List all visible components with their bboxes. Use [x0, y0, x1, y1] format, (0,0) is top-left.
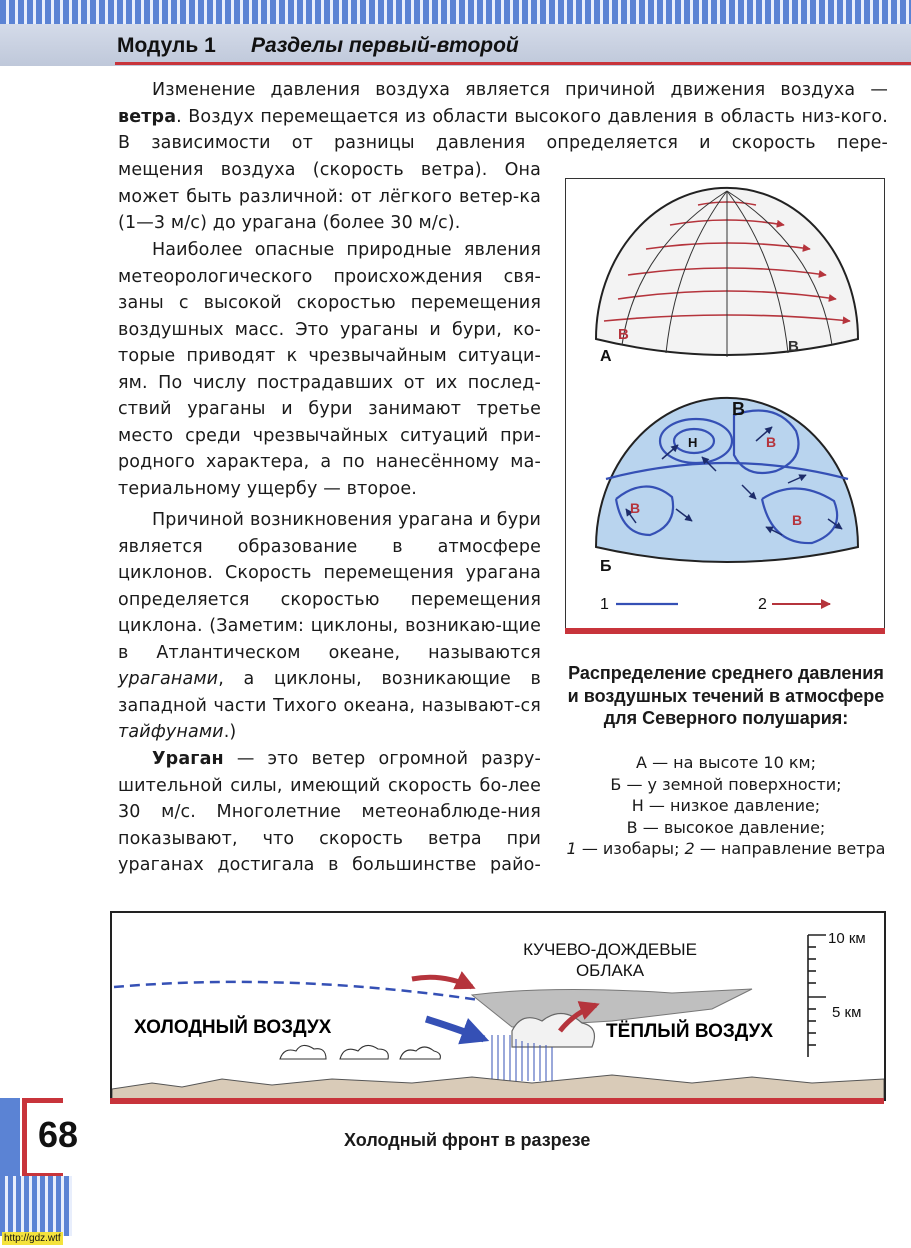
hemisphere-b [596, 398, 858, 575]
caption-line-b: Б — у земной поверхности; [610, 774, 842, 794]
figure-caption-lines [566, 752, 886, 860]
marker-low: Н [688, 435, 698, 450]
hemispheres-svg [566, 179, 884, 631]
marker-high-a2: В [788, 338, 799, 355]
term-hurricane: Ураган [152, 749, 224, 769]
text-span: Причиной возникновения урагана и бури является образование в атмосфере циклонов. Скорость перемещения урагана определяется скоростью перемещения циклона. (Заметим: циклоны, возникаю-щие в Атлантическом океане, называются [118, 510, 541, 663]
text-span: . Воздух перемещается из области высокого давления в область низ-кого. В зависимости от разницы давления определяется и скорость пере- [118, 106, 888, 153]
text-span: Наиболее опасные природные явления метеорологического происхождения свя-заны с высокой скоростью перемещения воздушных масс. Это ураганы и бури, ко-торые приводят к чрезвычайным ситуаци-ям. По числу пострадавших от их послед-ствий ураганы и бури занимают третье место среди чрезвычайных ситуаций при-родного характера, а по нанесённому ма-териальному ущербу — второе. [118, 240, 541, 499]
cold-front-svg [112, 913, 884, 1099]
altitude-10km: 10 км [828, 930, 866, 947]
label-a: А [600, 348, 612, 365]
small-clouds [280, 1045, 440, 1059]
figure-cold-front [110, 911, 886, 1101]
cumulonimbus-label-1: КУЧЕВО-ДОЖДЕВЫЕ [523, 940, 697, 959]
marker-high-a1: В [618, 326, 629, 343]
paragraph-cyclones [118, 507, 541, 746]
legend-isobar-number: 1 [600, 596, 609, 613]
caption-line-v: В — высокое давление; [626, 817, 826, 837]
caption-line-n: Н — низкое давление; [631, 796, 821, 815]
warm-air-arrow-upper [412, 977, 472, 987]
figure-underline [565, 628, 885, 634]
paragraph-wind [118, 77, 888, 157]
hemisphere-a [596, 188, 858, 365]
text-span: , а циклоны, возникающие в западной части Тихого океана, называют-ся [118, 669, 541, 716]
text-span: — направление ветра [694, 839, 886, 858]
paragraph-dangers [118, 237, 541, 502]
label-b: Б [600, 558, 612, 575]
legend-wind-number: 2 [758, 596, 767, 613]
marker-high-b3: В [630, 500, 641, 516]
cold-front-caption: Холодный фронт в разрезе [344, 1130, 591, 1150]
text-span: .) [223, 722, 237, 742]
figure-hemispheres [565, 178, 885, 632]
caption-legend-two: 2 [684, 839, 695, 858]
page-number: 68 [38, 1114, 79, 1155]
watermark-link[interactable]: http://gdz.wtf [4, 1233, 61, 1244]
text-span: Изменение давления воздуха является причиной движения воздуха — [152, 80, 888, 100]
marker-high-b1: В [732, 399, 745, 419]
module-subtitle: Разделы первый-второй [251, 34, 519, 57]
figure-caption-title: Распределение среднего давления и воздушных течений в атмосфере для Северного полушария: [567, 663, 885, 728]
term-wind: ветра [118, 106, 177, 127]
legend [600, 596, 830, 613]
caption-line-a: А — на высоте 10 км; [636, 753, 816, 772]
altitude-scale [808, 935, 826, 1057]
marker-high-b2: В [766, 434, 777, 450]
front-dashed-line [114, 982, 512, 1005]
left-color-band [0, 1098, 20, 1178]
paragraph-hurricane [118, 746, 541, 879]
cold-front-underline [110, 1098, 884, 1104]
text-span: — изобары; [576, 839, 685, 858]
text-span: — это ветер огромной разру-шительной силы, имеющий скорость бо-лее 30 м/с. Многолетние метеонаблюде-ния показывают, что скорость ветра при ураганах достигала в большинстве райо- [118, 749, 541, 875]
cold-air-arrow [426, 1019, 484, 1039]
module-title: Модуль 1 [117, 34, 216, 57]
header-rule [115, 62, 911, 65]
marker-high-b4: В [792, 512, 803, 528]
warm-air-label: ТЁПЛЫЙ ВОЗДУХ [606, 1021, 774, 1042]
cold-air-label: ХОЛОДНЫЙ ВОЗДУХ [134, 1017, 332, 1038]
term-typhoons: тайфунами [118, 722, 224, 742]
caption-line-legend [566, 838, 886, 860]
bottom-decorative-stripes [0, 1176, 72, 1236]
top-decorative-stripe [0, 0, 911, 24]
term-hurricanes: ураганами [118, 669, 219, 689]
caption-legend-one: 1 [566, 839, 577, 858]
cumulonimbus-label-2: ОБЛАКА [575, 961, 645, 980]
altitude-5km: 5 км [832, 1004, 862, 1021]
paragraph-wind-cont: мещения воздуха (скорость ветра). Она может быть различной: от лёгкого ветер-ка (1—3 м/с) до урагана (более 30 м/с). [118, 160, 541, 233]
